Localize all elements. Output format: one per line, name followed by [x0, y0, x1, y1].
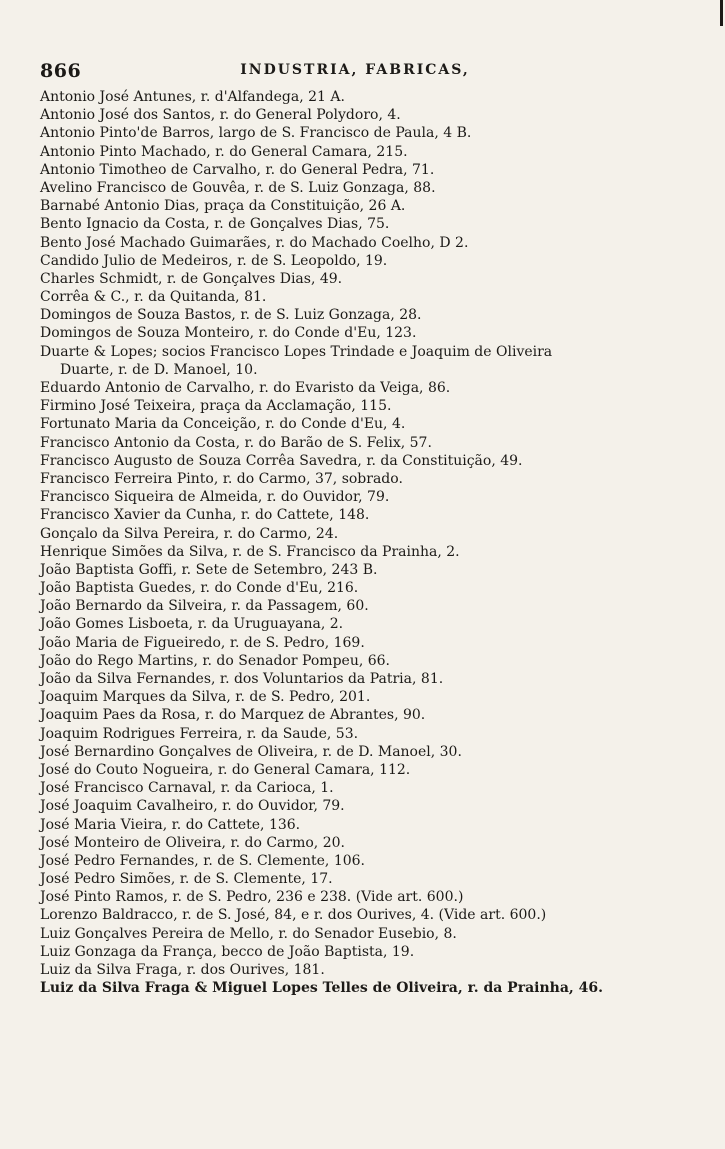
- directory-entry: Luiz Gonçalves Pereira de Mello, r. do Senador Eusebio, 8.: [40, 925, 457, 942]
- directory-entry: Domingos de Souza Bastos, r. de S. Luiz Gonzaga, 28.: [40, 307, 422, 324]
- directory-entry: Joaquim Marques da Silva, r. de S. Pedro, 201.: [40, 689, 371, 706]
- directory-entry: Francisco Ferreira Pinto, r. do Carmo, 37, sobrado.: [40, 470, 403, 487]
- directory-entry: José do Couto Nogueira, r. do General Camara, 112.: [40, 761, 411, 778]
- directory-entry: João do Rego Martins, r. do Senador Pompeu, 66.: [40, 652, 391, 669]
- directory-entry: Antonio José dos Santos, r. do General Polydoro, 4.: [40, 107, 401, 124]
- directory-entry: Luiz da Silva Fraga & Miguel Lopes Telles de Oliveira, r. da Prainha, 46.: [40, 980, 604, 997]
- directory-entry: Avelino Francisco de Gouvêa, r. de S. Luiz Gonzaga, 88.: [40, 179, 436, 196]
- directory-entry: Antonio Pinto Machado, r. do General Camara, 215.: [40, 143, 408, 160]
- directory-entry: José Pedro Fernandes, r. de S. Clemente, 106.: [40, 852, 365, 869]
- directory-entry: João da Silva Fernandes, r. dos Voluntarios da Patria, 81.: [40, 671, 444, 687]
- directory-entry: Antonio Timotheo de Carvalho, r. do General Pedra, 71.: [40, 161, 435, 178]
- directory-entry: Bento Ignacio da Costa, r. de Gonçalves Dias, 75.: [40, 216, 390, 233]
- directory-entry: José Bernardino Gonçalves de Oliveira, r. de D. Manoel, 30.: [40, 743, 462, 760]
- directory-entry: João Maria de Figueiredo, r. de S. Pedro, 169.: [40, 634, 365, 651]
- directory-entry: Fortunato Maria da Conceição, r. do Conde d'Eu, 4.: [40, 416, 406, 433]
- directory-entry: José Francisco Carnaval, r. da Carioca, 1.: [40, 780, 334, 797]
- directory-entry: Barnabé Antonio Dias, praça da Constituição, 26 A.: [40, 198, 406, 215]
- directory-entry: João Bernardo da Silveira, r. da Passagem, 60.: [40, 598, 369, 615]
- directory-entry: Francisco Antonio da Costa, r. do Barão de S. Felix, 57.: [40, 434, 432, 451]
- directory-entry: José Joaquim Cavalheiro, r. do Ouvidor, 79.: [40, 798, 345, 815]
- running-title: INDUSTRIA, FABRICAS,: [240, 62, 470, 78]
- directory-entry-continuation: Duarte, r. de D. Manoel, 10.: [60, 361, 258, 378]
- page-header: [40, 60, 670, 86]
- directory-entry: Duarte & Lopes; socios Francisco Lopes Trindade e Joaquim de Oliveira: [40, 343, 553, 360]
- page-number: 866: [40, 60, 82, 82]
- directory-entry: Antonio Pinto'de Barros, largo de S. Francisco de Paula, 4 B.: [40, 125, 472, 142]
- directory-entry: Firmino José Teixeira, praça da Acclamação, 115.: [40, 398, 392, 415]
- directory-entry: Corrêa & C., r. da Quitanda, 81.: [40, 289, 267, 306]
- directory-entry: Luiz Gonzaga da França, becco de João Baptista, 19.: [40, 943, 415, 960]
- directory-entry: Henrique Simões da Silva, r. de S. Francisco da Prainha, 2.: [40, 543, 460, 560]
- directory-entry: João Baptista Goffi, r. Sete de Setembro, 243 B.: [40, 561, 378, 578]
- directory-entry: Domingos de Souza Monteiro, r. do Conde d'Eu, 123.: [40, 325, 417, 342]
- directory-entry: Joaquim Rodrigues Ferreira, r. da Saude, 53.: [40, 725, 359, 742]
- directory-entry: Antonio José Antunes, r. d'Alfandega, 21 A.: [40, 89, 345, 105]
- directory-entry: João Baptista Guedes, r. do Conde d'Eu, 216.: [40, 580, 359, 597]
- directory-entry: José Pedro Simões, r. de S. Clemente, 17.: [40, 871, 333, 888]
- page-edge-mark: [720, 0, 723, 26]
- directory-entry: Francisco Augusto de Souza Corrêa Savedra, r. da Constituição, 49.: [40, 452, 523, 469]
- directory-entry: José Pinto Ramos, r. de S. Pedro, 236 e 238. (Vide art. 600.): [40, 889, 464, 906]
- directory-entry: Bento José Machado Guimarães, r. do Machado Coelho, D 2.: [40, 234, 469, 251]
- directory-entry: Candido Julio de Medeiros, r. de S. Leopoldo, 19.: [40, 252, 388, 269]
- directory-entry: Francisco Xavier da Cunha, r. do Cattete, 148.: [40, 507, 370, 524]
- directory-entry: Charles Schmidt, r. de Gonçalves Dias, 49.: [40, 270, 343, 287]
- directory-entry: Francisco Siqueira de Almeida, r. do Ouvidor, 79.: [40, 489, 390, 506]
- directory-entry: Gonçalo da Silva Pereira, r. do Carmo, 24.: [40, 525, 339, 542]
- directory-entry: José Maria Vieira, r. do Cattete, 136.: [40, 816, 301, 833]
- directory-entry: Eduardo Antonio de Carvalho, r. do Evaristo da Veiga, 86.: [40, 380, 451, 396]
- directory-entry: Luiz da Silva Fraga, r. dos Ourives, 181.: [40, 962, 325, 978]
- directory-entries: [40, 88, 690, 997]
- directory-entry: Lorenzo Baldracco, r. de S. José, 84, e r. dos Ourives, 4. (Vide art. 600.): [40, 907, 547, 924]
- directory-entry: Joaquim Paes da Rosa, r. do Marquez de Abrantes, 90.: [40, 707, 426, 724]
- directory-entry: João Gomes Lisboeta, r. da Uruguayana, 2.: [40, 616, 344, 633]
- directory-entry: José Monteiro de Oliveira, r. do Carmo, 20.: [40, 834, 345, 851]
